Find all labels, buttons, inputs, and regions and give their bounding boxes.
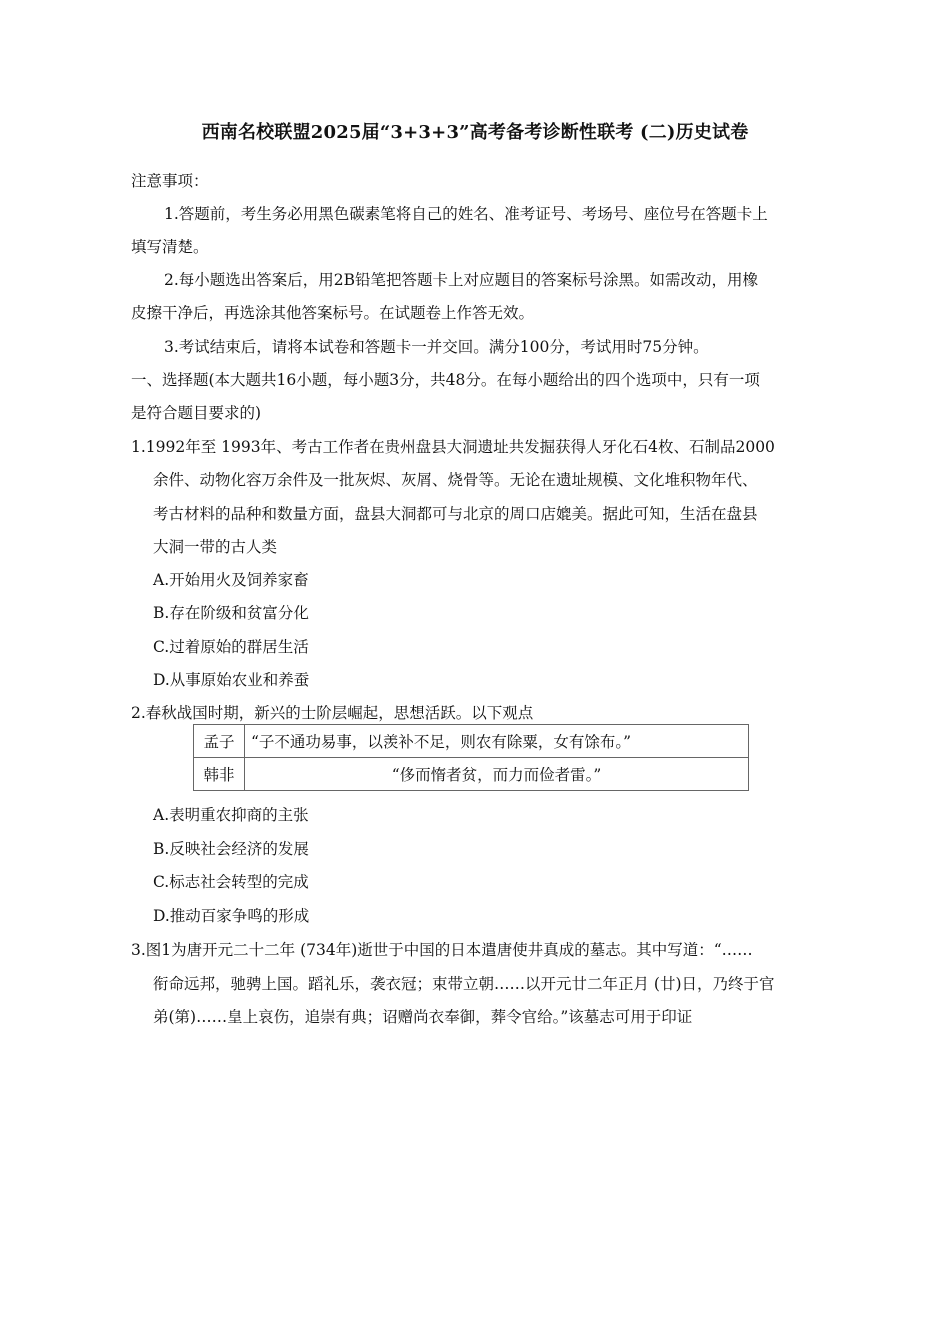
quote-table-row bbox=[194, 758, 749, 791]
quote-speaker: 韩非 bbox=[194, 758, 245, 791]
notice-item-1-line-2: 填写清楚。 bbox=[131, 238, 209, 256]
notice-item-2-line-2: 皮擦干净后，再选涂其他答案标号。在试题卷上作答无效。 bbox=[131, 304, 535, 322]
quote-speaker: 孟子 bbox=[194, 725, 245, 758]
quote-text: “侈而惰者贫，而力而俭者雷。” bbox=[245, 758, 749, 791]
question-1-option-a: A.开始用火及饲养家畜 bbox=[153, 571, 309, 589]
page-title: 西南名校联盟2025届“3+3+3”高考备考诊断性联考 (二)历史试卷 bbox=[201, 122, 749, 143]
quote-table bbox=[193, 724, 749, 791]
notice-item-3-line-1: 3.考试结束后，请将本试卷和答题卡一并交回。满分100分，考试用时75分钟。 bbox=[164, 338, 709, 356]
question-3-stem-line-1: 3.图1为唐开元二十二年 (734年)逝世于中国的日本遣唐使井真成的墓志。其中写道：“…… bbox=[131, 941, 753, 959]
question-2-option-b: B.反映社会经济的发展 bbox=[153, 840, 309, 858]
question-2-option-d: D.推动百家争鸣的形成 bbox=[153, 907, 310, 925]
question-1-option-c: C.过着原始的群居生活 bbox=[153, 638, 309, 656]
notice-heading: 注意事项： bbox=[131, 172, 209, 190]
notice-item-2-line-1: 2.每小题选出答案后，用2B铅笔把答题卡上对应题目的答案标号涂黑。如需改动，用橡 bbox=[164, 271, 759, 289]
question-2-option-a: A.表明重农抑商的主张 bbox=[153, 806, 309, 824]
question-3-stem-line-3: 弟(第)……皇上哀伤，追崇有典；诏赠尚衣奉御，葬令官给。”该墓志可用于印证 bbox=[153, 1008, 693, 1026]
notice-item-1-line-1: 1.答题前，考生务必用黑色碳素笔将自己的姓名、准考证号、考场号、座位号在答题卡上 bbox=[164, 205, 768, 223]
question-2-option-c: C.标志社会转型的完成 bbox=[153, 873, 309, 891]
question-1-option-b: B.存在阶级和贫富分化 bbox=[153, 604, 309, 622]
question-1-stem-line-2: 余件、动物化容万余件及一批灰烬、灰屑、烧骨等。无论在遗址规模、文化堆积物年代、 bbox=[153, 471, 758, 489]
quote-text: “子不通功易事，以羡补不足，则农有除粟，女有馀布。” bbox=[245, 725, 749, 758]
quote-table-row bbox=[194, 725, 749, 758]
question-1-stem-line-1: 1.1992年至 1993年、考古工作者在贵州盘县大洞遗址共发掘获得人牙化石4枚、石制品2000 bbox=[131, 438, 775, 456]
question-1-option-d: D.从事原始农业和养蚕 bbox=[153, 671, 310, 689]
question-1-stem-line-3: 考古材料的品种和数量方面，盘县大洞都可与北京的周口店媲美。据此可知，生活在盘县 bbox=[153, 505, 758, 523]
section-heading-line-1: 一、选择题(本大题共16小题，每小题3分，共48分。在每小题给出的四个选项中，只有一项 bbox=[131, 371, 760, 389]
question-1-stem-line-4: 大洞一带的古人类 bbox=[153, 538, 278, 556]
question-3-stem-line-2: 衔命远邦，驰骋上国。蹈礼乐，袭衣冠；束带立朝……以开元廿二年正月 (廿)日，乃终于官 bbox=[153, 975, 775, 993]
section-heading-line-2: 是符合题目要求的) bbox=[131, 404, 262, 422]
question-2-stem-line-1: 2.春秋战国时期，新兴的士阶层崛起，思想活跃。以下观点 bbox=[131, 704, 534, 722]
